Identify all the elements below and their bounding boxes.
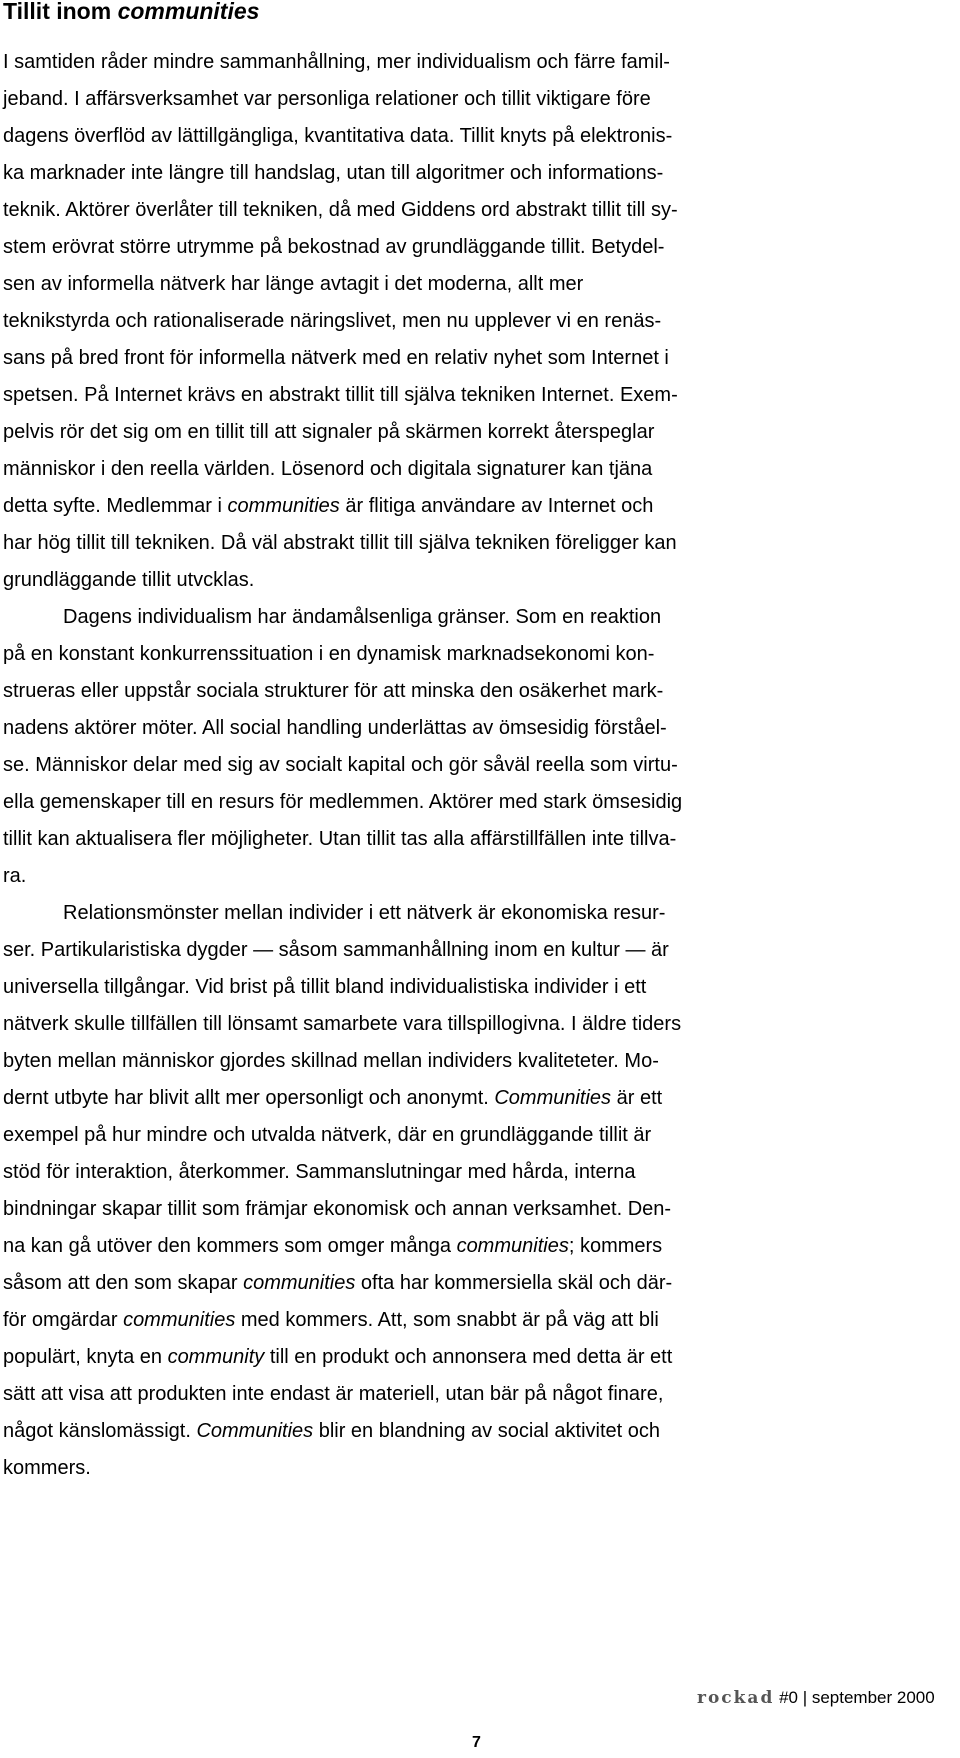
text-segment: ra. xyxy=(3,865,27,887)
text-line xyxy=(3,377,839,414)
text-line xyxy=(3,710,839,747)
page-number: 7 xyxy=(472,1734,481,1751)
text-line xyxy=(3,303,839,340)
text-segment: stöd för interaktion, återkommer. Sammanslutningar med hårda, interna xyxy=(3,1161,636,1183)
text-segment: människor i den reella världen. Lösenord och digitala signaturer kan tjäna xyxy=(3,458,653,480)
text-line xyxy=(3,451,839,488)
text-segment: spetsen. På Internet krävs en abstrakt tillit till själva tekniken Internet. Exem- xyxy=(3,384,678,406)
text-line xyxy=(3,636,839,673)
text-segment: på en konstant konkurrenssituation i en dynamisk marknadsekonomi kon- xyxy=(3,643,655,665)
text-segment: tillit kan aktualisera fler möjligheter. Utan tillit tas alla affärstillfällen inte tillva- xyxy=(3,828,677,850)
text-line xyxy=(3,155,839,192)
text-line xyxy=(3,81,839,118)
text-line xyxy=(3,229,839,266)
text-segment: teknik. Aktörer överlåter till tekniken, då med Giddens ord abstrakt tillit till sy- xyxy=(3,199,678,221)
text-line xyxy=(3,562,839,599)
text-segment: bindningar skapar tillit som främjar ekonomisk och annan verksamhet. Den- xyxy=(3,1198,672,1220)
text-line xyxy=(3,1376,839,1413)
text-segment: detta syfte. Medlemmar i xyxy=(3,495,228,517)
text-segment: strueras eller uppstår sociala strukturer för att minska den osäkerhet mark- xyxy=(3,680,664,702)
section-heading xyxy=(3,0,259,25)
text-line xyxy=(3,192,839,229)
text-segment: dagens överflöd av lättillgängliga, kvantitativa data. Tillit knyts på elektronis- xyxy=(3,125,673,147)
text-line xyxy=(3,44,839,81)
text-segment: blir en blandning av social aktivitet och xyxy=(313,1420,661,1442)
text-segment: universella tillgångar. Vid brist på tillit bland individualistiska individer i ett xyxy=(3,976,647,998)
text-line xyxy=(3,784,839,821)
italic-term: Communities xyxy=(494,1087,612,1109)
text-line xyxy=(3,266,839,303)
text-line xyxy=(3,1339,839,1376)
italic-term: community xyxy=(167,1346,265,1368)
text-segment: teknikstyrda och rationaliserade näringslivet, men nu upplever vi en renäs- xyxy=(3,310,662,332)
text-segment: I samtiden råder mindre sammanhållning, mer individualism och färre famil- xyxy=(3,51,670,73)
text-segment: sätt att visa att produkten inte endast är materiell, utan bär på något finare, xyxy=(3,1383,664,1405)
text-segment: nätverk skulle tillfällen till lönsamt samarbete vara tillspillogivna. I äldre tiders xyxy=(3,1013,682,1035)
text-segment: byten mellan människor gjordes skillnad mellan individers kvaliteteter. Mo- xyxy=(3,1050,659,1072)
text-line xyxy=(3,1450,839,1487)
text-segment: ; kommers xyxy=(568,1235,663,1257)
text-line xyxy=(3,895,839,932)
text-segment: ofta har kommersiella skäl och där- xyxy=(355,1272,673,1294)
text-line xyxy=(3,118,839,155)
text-segment: såsom att den som skapar xyxy=(3,1272,244,1294)
heading-emphasis: communities xyxy=(117,0,260,24)
issue-info: #0 | september 2000 xyxy=(779,1688,935,1707)
text-line xyxy=(3,488,839,525)
text-line xyxy=(3,1228,839,1265)
text-segment: stem erövrat större utrymme på bekostnad av grundläggande tillit. Betydel- xyxy=(3,236,665,258)
text-segment: sans på bred front för informella nätverk med en relativ nyhet som Internet i xyxy=(3,347,669,369)
text-segment: sen av informella nätverk har länge avtagit i det moderna, allt mer xyxy=(3,273,584,295)
text-line xyxy=(3,747,839,784)
text-segment: dernt utbyte har blivit allt mer opersonligt och anonymt. xyxy=(3,1087,495,1109)
italic-term: communities xyxy=(243,1272,356,1294)
text-segment: ka marknader inte längre till handslag, utan till algoritmer och informations- xyxy=(3,162,664,184)
text-segment: jeband. I affärsverksamhet var personliga relationer och tillit viktigare före xyxy=(3,88,651,110)
italic-term: Communities xyxy=(196,1420,314,1442)
text-segment: nadens aktörer möter. All social handling underlättas av ömsesidig förståel- xyxy=(3,717,667,739)
article-body xyxy=(3,44,839,1487)
text-line xyxy=(3,1191,839,1228)
text-line xyxy=(3,1413,839,1450)
text-line xyxy=(3,858,839,895)
italic-term: communities xyxy=(123,1309,236,1331)
text-segment: Dagens individualism har ändamålsenliga gränser. Som en reaktion xyxy=(63,606,662,628)
text-line xyxy=(3,1154,839,1191)
text-segment: kommers. xyxy=(3,1457,91,1479)
text-segment: med kommers. Att, som snabbt är på väg att bli xyxy=(235,1309,659,1331)
text-line xyxy=(3,1117,839,1154)
text-line xyxy=(3,1080,839,1117)
text-line xyxy=(3,1006,839,1043)
text-segment: se. Människor delar med sig av socialt kapital och gör såväl reella som virtu- xyxy=(3,754,678,776)
text-segment: något känslomässigt. xyxy=(3,1420,197,1442)
italic-term: communities xyxy=(227,495,340,517)
text-segment: grundläggande tillit utvcklas. xyxy=(3,569,255,591)
text-line xyxy=(3,1265,839,1302)
text-segment: är flitiga användare av Internet och xyxy=(339,495,654,517)
text-line xyxy=(3,673,839,710)
italic-term: communities xyxy=(456,1235,569,1257)
heading-text: Tillit inom xyxy=(3,0,118,24)
text-line xyxy=(3,340,839,377)
text-segment: har hög tillit till tekniken. Då väl abstrakt tillit till själva tekniken föreligger kan xyxy=(3,532,677,554)
rockad-logo: rockad xyxy=(697,1688,775,1708)
text-line xyxy=(3,414,839,451)
footer xyxy=(697,1688,935,1708)
text-segment: na kan gå utöver den kommers som omger många xyxy=(3,1235,457,1257)
text-segment: exempel på hur mindre och utvalda nätverk, där en grundläggande tillit är xyxy=(3,1124,652,1146)
text-segment: Relationsmönster mellan individer i ett nätverk är ekonomiska resur- xyxy=(63,902,666,924)
text-segment: pelvis rör det sig om en tillit till att signaler på skärmen korrekt återspeglar xyxy=(3,421,655,443)
text-segment: för omgärdar xyxy=(3,1309,124,1331)
text-segment: populärt, knyta en xyxy=(3,1346,168,1368)
text-segment: ella gemenskaper till en resurs för medlemmen. Aktörer med stark ömsesidig xyxy=(3,791,683,813)
text-line xyxy=(3,932,839,969)
text-segment: ser. Partikularistiska dygder — såsom sammanhållning inom en kultur — är xyxy=(3,939,669,961)
text-line xyxy=(3,969,839,1006)
text-line xyxy=(3,1043,839,1080)
text-line xyxy=(3,821,839,858)
text-segment: till en produkt och annonsera med detta är ett xyxy=(264,1346,673,1368)
text-line xyxy=(3,599,839,636)
text-segment: är ett xyxy=(611,1087,663,1109)
text-line xyxy=(3,1302,839,1339)
text-line xyxy=(3,525,839,562)
